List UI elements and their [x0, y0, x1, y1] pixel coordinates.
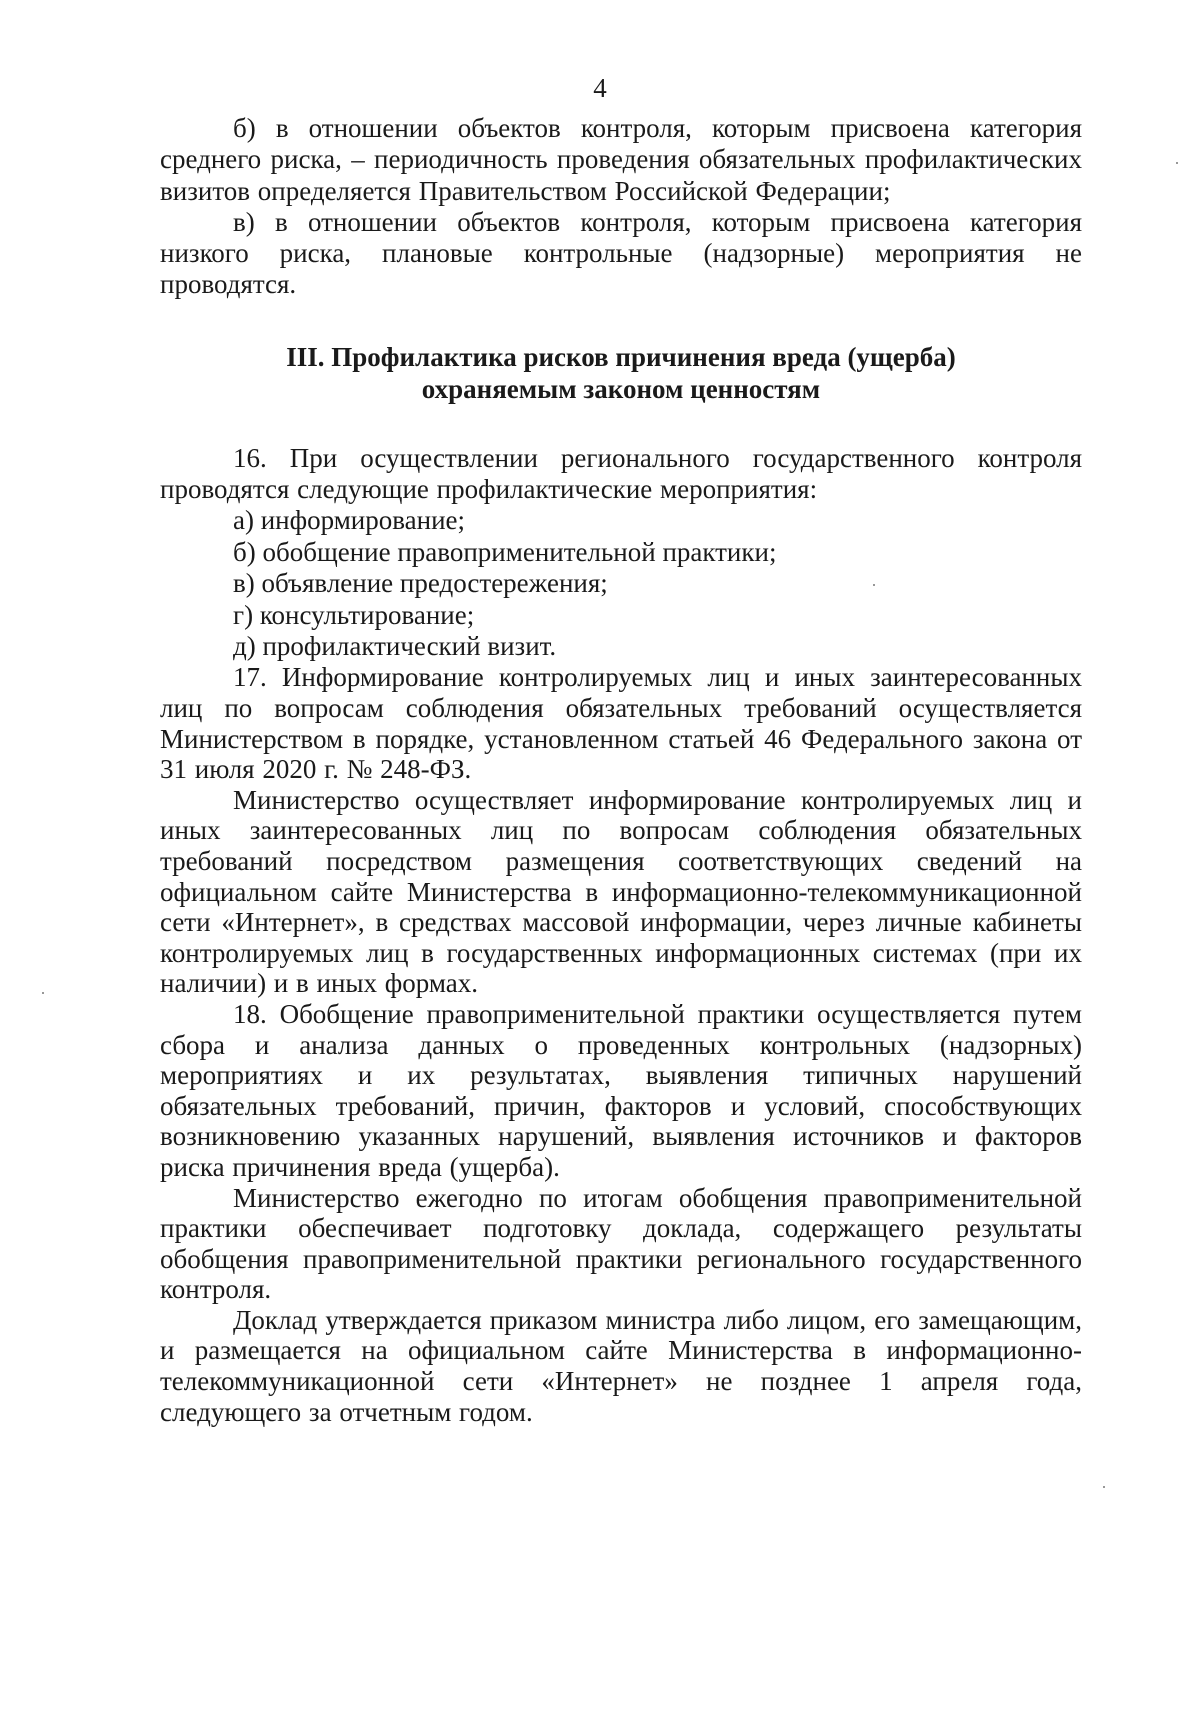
section-heading-line-1: III. Профилактика рисков причинения вреда (ущерба) — [286, 341, 956, 372]
list-item: б) обобщение правоприменительной практики; — [233, 536, 777, 567]
list-item: д) профилактический визит. — [233, 631, 557, 661]
section-heading — [160, 341, 1082, 405]
paragraph-b-medium-risk: б) в отношении объектов контроля, которым присвоена категория среднего риска, – периодичность проведения обязательных профилактических визитов определяется Правительством Российской Федерации; — [160, 113, 1082, 206]
scan-speck — [42, 992, 44, 994]
section-heading-line-2: охраняемым законом ценностям — [421, 373, 821, 404]
scan-speck — [1176, 162, 1178, 164]
paragraph-17: 17. Информирование контролируемых лиц и иных заинтересованных лиц по вопросам соблюдения обязательных требований осуществляется Министерством в порядке, установленном статьей 46 Федерального закона от 31 июля 2020 г. № 248-ФЗ. — [160, 662, 1082, 785]
scan-speck — [873, 584, 875, 586]
scan-speck — [1103, 1486, 1105, 1488]
list-item: а) информирование; — [233, 505, 466, 536]
list-item: г) консультирование; — [233, 599, 475, 630]
paragraph-v-low-risk: в) в отношении объектов контроля, которым присвоена категория низкого риска, плановые контрольные (надзорные) мероприятия не проводятся. — [160, 206, 1082, 300]
paragraph-ministry-informing: Министерство осуществляет информирование контролируемых лиц и иных заинтересованных лиц по вопросам соблюдения обязательных требований посредством размещения соответствующих сведений на официальном сайте Министерства в информационно-телекоммуникационной сети «Интернет», в средствах массовой информации, через личные кабинеты контролируемых лиц в государственных информационных системах (при их наличии) и в иных формах. — [160, 784, 1082, 999]
document-body — [160, 113, 1082, 1427]
page-number: 4 — [593, 73, 607, 103]
paragraph-annual-report: Министерство ежегодно по итогам обобщения правоприменительной практики обеспечивает подготовку доклада, содержащего результаты обобщения правоприменительной практики регионального государственного контроля. — [160, 1182, 1082, 1305]
paragraph-18: 18. Обобщение правоприменительной практики осуществляется путем сбора и анализа данных о проведенных контрольных (надзорных) мероприятиях и их результатах, выявления типичных нарушений обязательных требований, причин, факторов и условий, способствующих возникновению указанных нарушений, выявления источников и факторов риска причинения вреда (ущерба). — [160, 998, 1082, 1182]
list-item: в) объявление предостережения; — [233, 568, 608, 599]
paragraph-16-intro: 16. При осуществлении регионального государственного контроля проводятся следующие профилактические мероприятия: — [160, 442, 1082, 505]
paragraph-report-approval: Доклад утверждается приказом министра либо лицом, его замещающим, и размещается на официальном сайте Министерства в информационно-телекоммуникационной сети «Интернет» не позднее 1 апреля года, следующего за отчетным годом. — [160, 1304, 1082, 1427]
